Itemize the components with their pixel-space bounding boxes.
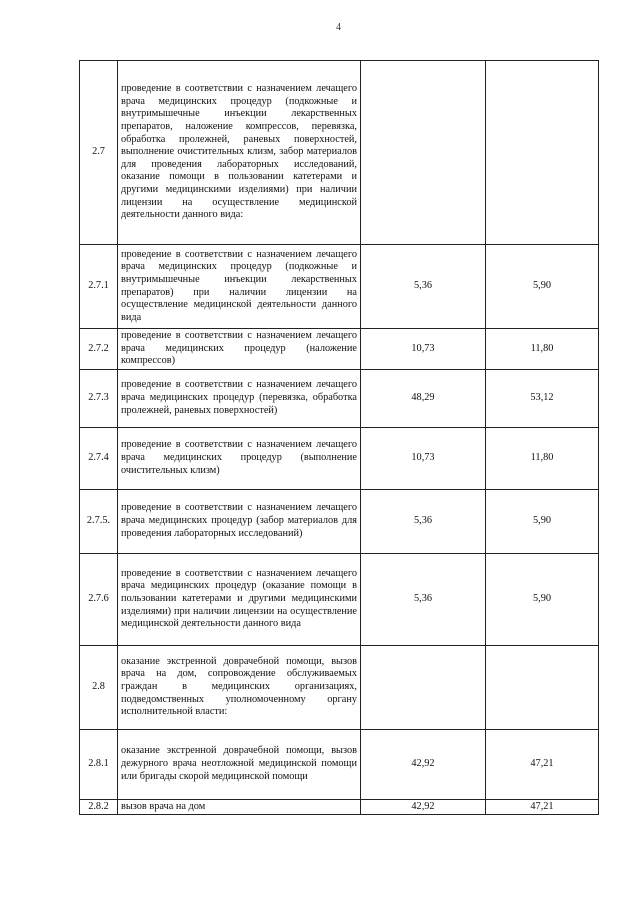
service-description: вызов врача на дом xyxy=(118,799,361,815)
price-value-2: 53,12 xyxy=(486,369,599,427)
price-table xyxy=(79,60,599,815)
price-value-1 xyxy=(361,61,486,245)
row-number: 2.8.2 xyxy=(80,799,118,815)
row-number: 2.7.5. xyxy=(80,489,118,553)
price-value-2: 5,90 xyxy=(486,489,599,553)
table-row xyxy=(80,729,599,799)
service-description: оказание экстренной доврачебной помощи, вызов врача на дом, сопровождение обслуживаемых граждан в медицинских организациях, подведомственных уполномоченному органу исполнительной власти: xyxy=(118,645,361,729)
price-value-2: 47,21 xyxy=(486,799,599,815)
table-row xyxy=(80,799,599,815)
service-description: проведение в соответствии с назначением лечащего врача медицинских процедур (оказание помощи в пользовании катетерами и другими медицинскими изделиями) при наличии лицензии на осуществление медицинской деятельности данного вида xyxy=(118,553,361,645)
row-number: 2.7.2 xyxy=(80,329,118,370)
table-row xyxy=(80,329,599,370)
table-row xyxy=(80,245,599,329)
service-description: проведение в соответствии с назначением лечащего врача медицинских процедур (перевязка, обработка пролежней, раневых поверхностей) xyxy=(118,369,361,427)
price-value-1: 42,92 xyxy=(361,799,486,815)
price-value-1: 10,73 xyxy=(361,427,486,489)
row-number: 2.7.1 xyxy=(80,245,118,329)
row-number: 2.8 xyxy=(80,645,118,729)
row-number: 2.7.6 xyxy=(80,553,118,645)
row-number: 2.7 xyxy=(80,61,118,245)
price-value-1: 5,36 xyxy=(361,489,486,553)
service-description: проведение в соответствии с назначением лечащего врача медицинских процедур (выполнение очистительных клизм) xyxy=(118,427,361,489)
table-row xyxy=(80,427,599,489)
service-description: проведение в соответствии с назначением лечащего врача медицинских процедур (подкожные и внутримышечные инъекции лекарственных препаратов, наложение компрессов, перевязка, обработка пролежней, раневых поверхностей, выполнение очистительных клизм, забор материалов для проведения лабораторных исследований, оказание помощи в пользовании катетерами и другими медицинскими изделиями) при наличии лицензии на осуществление медицинской деятельности данного вида: xyxy=(118,61,361,245)
service-description: проведение в соответствии с назначением лечащего врача медицинских процедур (забор материалов для проведения лабораторных исследований) xyxy=(118,489,361,553)
row-number: 2.7.3 xyxy=(80,369,118,427)
price-value-1: 48,29 xyxy=(361,369,486,427)
table-row xyxy=(80,369,599,427)
row-number: 2.8.1 xyxy=(80,729,118,799)
price-value-1: 42,92 xyxy=(361,729,486,799)
row-number: 2.7.4 xyxy=(80,427,118,489)
price-value-1 xyxy=(361,645,486,729)
price-value-2 xyxy=(486,61,599,245)
price-value-1: 5,36 xyxy=(361,245,486,329)
price-value-2: 11,80 xyxy=(486,329,599,370)
service-description: проведение в соответствии с назначением лечащего врача медицинских процедур (наложение компрессов) xyxy=(118,329,361,370)
table-row xyxy=(80,553,599,645)
service-description: проведение в соответствии с назначением лечащего врача медицинских процедур (подкожные и внутримышечные инъекции лекарственных препаратов) при наличии лицензии на осуществление медицинской деятельности данного вида xyxy=(118,245,361,329)
price-value-2 xyxy=(486,645,599,729)
price-value-2: 11,80 xyxy=(486,427,599,489)
table-row xyxy=(80,61,599,245)
table-row xyxy=(80,489,599,553)
service-description: оказание экстренной доврачебной помощи, вызов дежурного врача неотложной медицинской помощи или бригады скорой медицинской помощи xyxy=(118,729,361,799)
table-row xyxy=(80,645,599,729)
price-value-1: 10,73 xyxy=(361,329,486,370)
price-value-2: 47,21 xyxy=(486,729,599,799)
page-number: 4 xyxy=(336,22,341,33)
price-value-2: 5,90 xyxy=(486,553,599,645)
price-value-2: 5,90 xyxy=(486,245,599,329)
price-value-1: 5,36 xyxy=(361,553,486,645)
